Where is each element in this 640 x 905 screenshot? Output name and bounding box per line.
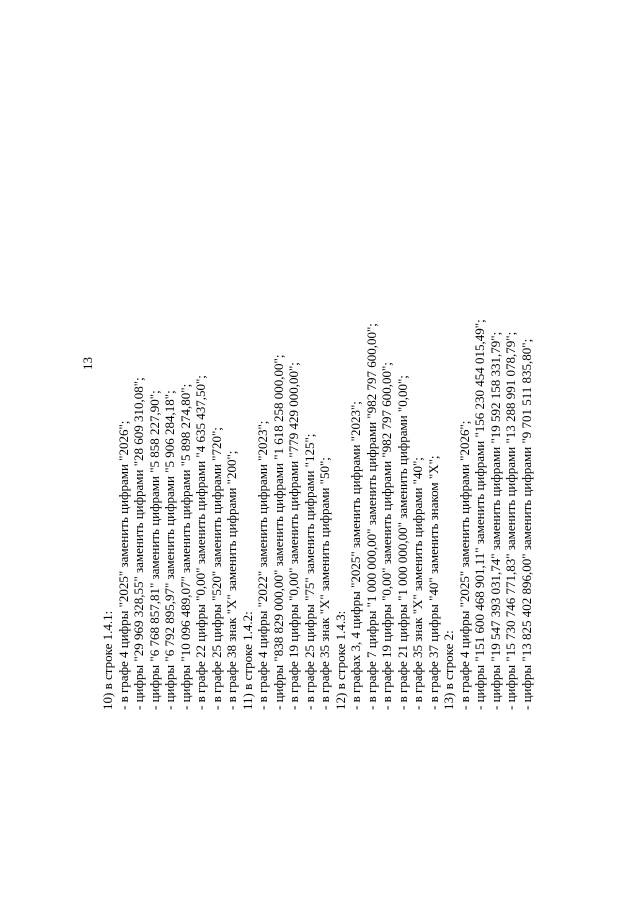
text-line: - цифры "10 096 489,07" заменить цифрами "5 898 274,80"; — [177, 383, 193, 710]
text-line: - в графе 4 цифры "2025" заменить цифрами "2026"; — [115, 420, 131, 710]
text-line: - цифры "151 600 468 901,11" заменить цифрами "156 230 454 015,49"; — [472, 319, 487, 710]
text-line: - в графе 25 цифры "520" заменить цифрами "720"; — [208, 427, 224, 710]
text-line: - в графе 38 знак "X" заменить цифрами "200"; — [224, 450, 239, 710]
text-line: - цифры "13 825 402 896,00" заменить цифрами "9 701 511 835,80"; — [518, 338, 534, 710]
text-line: - в графе 35 знак "X" заменить цифрами "50"; — [317, 457, 332, 710]
text-line: - цифры "19 547 393 031,74" заменить цифрами "19 592 158 331,79"; — [487, 331, 503, 710]
text-line: - в графе 4 цифры "2022" заменить цифрами "2023"; — [255, 420, 270, 710]
text-line: - в графе 19 цифры "0,00" заменить цифрами "982 797 600,00"; — [379, 362, 394, 710]
amendment-list — [100, 10, 534, 710]
page-number: 13 — [80, 357, 95, 370]
text-line: - цифры "29 969 328,55" заменить цифрами "28 609 310,08"; — [131, 377, 146, 710]
text-line: - цифры "15 730 746 771,83" заменить цифрами "13 288 991 078,79"; — [503, 331, 518, 710]
text-line: - в графе 21 цифры "1 000 000,00" заменить цифрами "0,00"; — [394, 375, 410, 710]
text-line: - в графе 7 цифры "1 000 000,00" заменить цифрами "982 797 600,00"; — [363, 323, 379, 710]
text-line: 10) в строке 1.4.1: — [100, 610, 115, 710]
text-line: - в графе 4 цифры "2025" заменить цифрами "2026"; — [456, 420, 472, 710]
text-line: - в графе 37 цифры "40" заменить знаком "X"; — [425, 455, 441, 710]
text-line: - в графе 25 цифры "75" заменить цифрами "125"; — [301, 433, 317, 710]
rotated-text-block — [80, 0, 570, 710]
text-line: - цифры "6 792 895,97" заменить цифрами "5 906 284,18"; — [162, 390, 177, 710]
text-line: - цифры "6 768 857,81" заменить цифрами "5 858 227,90"; — [146, 390, 162, 710]
text-line: - в графе 19 цифры "0,00" заменить цифрами "779 429 000,00"; — [286, 362, 301, 710]
text-line: - в графах 3, 4 цифры "2025" заменить цифрами "2023"; — [348, 401, 363, 710]
text-line: 12) в строке 1.4.3: — [332, 610, 348, 710]
text-line: - цифры "838 829 000,00" заменить цифрами "1 618 258 000,00"; — [270, 354, 286, 710]
text-line: - в графе 35 знак "X" заменить цифрами "40"; — [410, 457, 425, 710]
text-line: - в графе 22 цифры "0,00" заменить цифрами "4 635 437,50"; — [193, 375, 208, 710]
text-line: 11) в строке 1.4.2: — [239, 611, 255, 710]
text-line: 13) в строке 2: — [441, 630, 456, 710]
